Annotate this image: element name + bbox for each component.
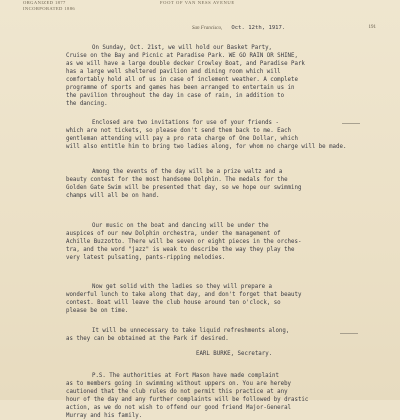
dateline-year-print: 191 xyxy=(368,25,376,30)
letterhead-incorporated: INCORPORATED 1886 xyxy=(23,6,76,11)
letterhead-organized: ORGANIZED 1877 xyxy=(23,0,66,5)
body-line: as they can be obtained at the Park if desired. xyxy=(66,336,229,342)
body-line: the pavilion throughout the day in case of rain, in addition to xyxy=(66,93,285,99)
signature-line: EARL BURKE, Secretary. xyxy=(196,351,273,357)
dateline xyxy=(192,25,378,31)
dateline-date: Oct. 12th, 1917. xyxy=(231,25,286,31)
body-line: hour of the day and any further complaints will be followed by drastic xyxy=(66,397,309,403)
pencil-mark xyxy=(342,123,360,124)
body-line: champs will all be on hand. xyxy=(66,193,160,199)
letterhead-left xyxy=(23,0,75,12)
body-line: Now get solid with the ladies so they will prepare a xyxy=(92,284,273,290)
body-line: Enclosed are two invitations for use of your friends - xyxy=(92,120,279,126)
body-line: P.S. The authorities at Fort Mason have made complaint xyxy=(92,373,279,379)
body-line: auspices of our new Dolphin orchestra, under the management of xyxy=(66,231,281,237)
body-line: programme of sports and games has been arranged to entertain us in xyxy=(66,85,295,91)
body-line: Achille Buzzotto. There will be seven or eight pieces in the orches- xyxy=(66,239,302,245)
letterhead-address: FOOT OF VAN NESS AVENUE xyxy=(160,0,235,5)
body-line: Cruise on the Bay and Picnic at Paradise Park. WE GO RAIN OR SHINE, xyxy=(66,53,298,59)
body-line: as we will have a large double decker Crowley Boat, and Paradise Park xyxy=(66,61,305,67)
body-line: will also entitle him to bring two ladies along, for whom no charge will be made. xyxy=(66,144,347,150)
body-line: very latest pulsating, pants-ripping melodies. xyxy=(66,255,226,261)
body-line: Murray and his family. xyxy=(66,413,143,419)
body-line: action, as we do not wish to offend our good friend Major-General xyxy=(66,405,292,411)
body-line: wonderful lunch to take along that day, and don't forget that beauty xyxy=(66,292,302,298)
body-line: Golden Gate Swim will be presented that day, so we hope our swimming xyxy=(66,185,302,191)
body-line: It will be unnecessary to take liquid refreshments along, xyxy=(92,328,290,334)
body-line: gentleman attending will pay a pro rata charge of One Dollar, which xyxy=(66,136,298,142)
body-line: tra, and the word "jazz" is weak to describe the way they play the xyxy=(66,247,295,253)
body-line: Among the events of the day will be a prize waltz and a xyxy=(92,169,283,175)
body-line: has a large well sheltered pavilion and dining room which will xyxy=(66,69,281,75)
body-line: please be on time. xyxy=(66,308,129,314)
body-line: comfortably hold all of us in case of inclement weather. A complete xyxy=(66,77,298,83)
body-line: contest. Boat will leave the club house around ten o'clock, so xyxy=(66,300,281,306)
body-line: beauty contest for the most handsome Dolphin. The medals for the xyxy=(66,177,288,183)
body-line: the dancing. xyxy=(66,101,108,107)
pencil-mark xyxy=(340,333,358,334)
body-line: On Sunday, Oct. 21st, we will hold our Basket Party, xyxy=(92,45,273,51)
dateline-place: San Francisco, xyxy=(192,26,223,31)
body-line: Our music on the boat and dancing will be under the xyxy=(92,223,269,229)
body-line: which are not tickets, so please don't send them back to me. Each xyxy=(66,128,292,134)
body-line: as to members going in swimming without uppers on. You are hereby xyxy=(66,381,292,387)
body-line: cautioned that the club rules do not permit this practice at any xyxy=(66,389,288,395)
